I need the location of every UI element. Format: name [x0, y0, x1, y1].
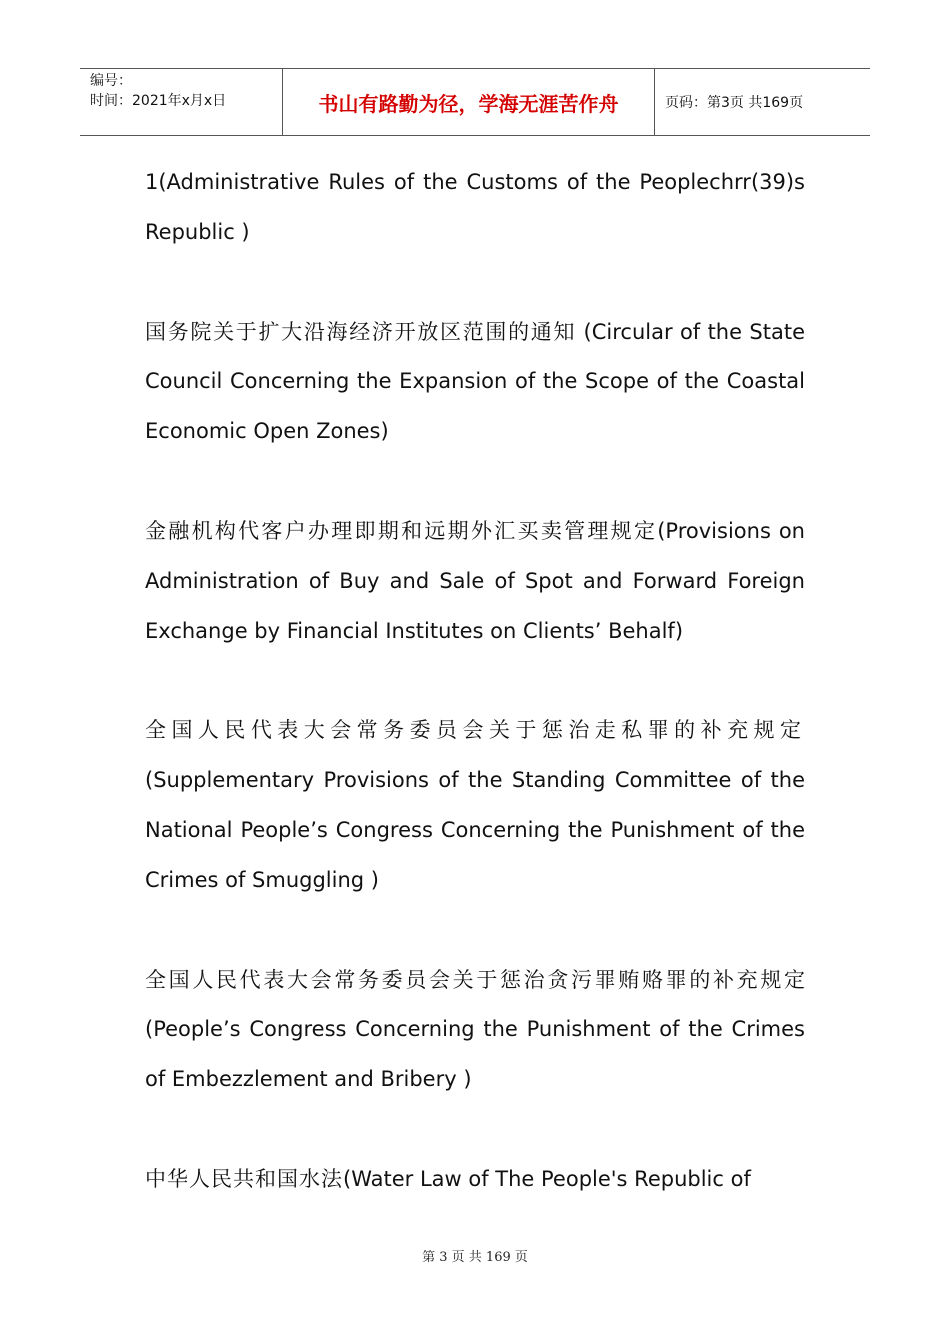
- header-meta: [80, 69, 282, 135]
- document-date: 时间：2021年x月x日: [90, 93, 227, 109]
- law-entry: [145, 308, 805, 457]
- page-header: [80, 68, 870, 136]
- entry-chinese-title: 国务院关于扩大沿海经济开放区范围的通知: [145, 319, 577, 344]
- entry-chinese-title: 中华人民共和国水法: [145, 1166, 343, 1191]
- page-footer: 第 3 页 共 169 页: [422, 1250, 528, 1265]
- header-motto: 书山有路勤为径，学海无涯苦作舟: [282, 69, 655, 135]
- law-entry: [145, 1155, 805, 1205]
- entry-english-title: 1(Administrative Rules of the Customs of the Peoplechrr(39)s Republic ): [145, 170, 805, 244]
- law-entry: [145, 507, 805, 656]
- entry-english-title: (People’s Congress Concerning the Punishment of the Crimes of Embezzlement and Bribery ): [145, 1017, 805, 1092]
- law-entry: [145, 706, 805, 905]
- entry-english-title: (Water Law of The People's Republic of: [343, 1166, 751, 1191]
- document-body: [145, 158, 805, 1255]
- entry-english-title: (Circular of the State Council Concerning the Expansion of the Scope of the Coastal Economic Open Zones): [145, 319, 805, 444]
- entry-chinese-title: 全国人民代表大会常务委员会关于惩治贪污罪贿赂罪的补充规定: [145, 967, 805, 992]
- entry-chinese-title: 全国人民代表大会常务委员会关于惩治走私罪的补充规定: [145, 718, 805, 743]
- entry-english-title: (Provisions on Administration of Buy and Sale of Spot and Forward Foreign Exchange by Financial Institutes on Clients’ Behalf): [145, 518, 805, 643]
- entry-english-title: (Supplementary Provisions of the Standing Committee of the National People’s Congress Concerning the Punishment of the Crimes of Smuggling ): [145, 768, 805, 892]
- law-entry: [145, 158, 805, 258]
- law-entry: [145, 956, 805, 1105]
- header-page-info: 页码：第3页 共169页: [665, 95, 804, 111]
- entry-chinese-title: 金融机构代客户办理即期和远期外汇买卖管理规定: [145, 518, 658, 543]
- document-number: 编号：: [90, 73, 132, 89]
